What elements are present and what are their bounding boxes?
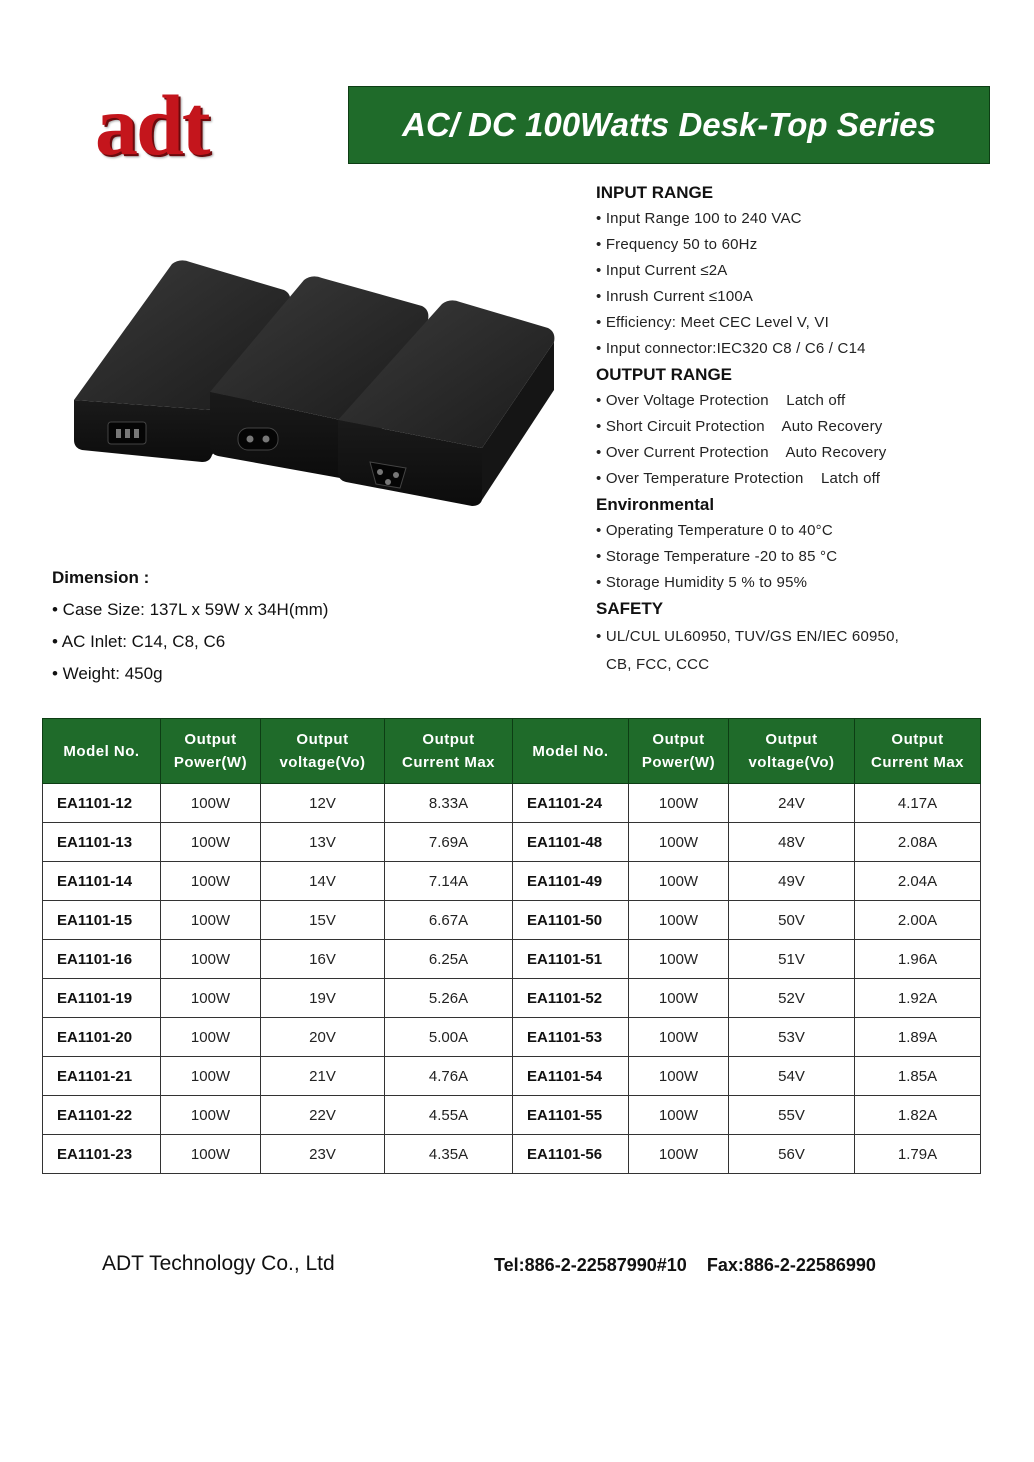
table-cell: 7.69A (385, 823, 513, 862)
spec-item: • Efficiency: Meet CEC Level V, VI (596, 314, 829, 331)
model-number-cell: EA1101-52 (513, 979, 629, 1018)
table-cell: 5.00A (385, 1018, 513, 1057)
contact-info: Tel:886-2-22587990#10 Fax:886-2-22586990 (494, 1255, 876, 1275)
model-number-cell: EA1101-15 (43, 901, 161, 940)
column-header-line: Output (422, 731, 475, 748)
table-body (43, 784, 981, 1174)
column-header (513, 719, 629, 784)
table-cell: 100W (161, 823, 261, 862)
column-header (385, 719, 513, 784)
table-cell: 4.35A (385, 1135, 513, 1174)
column-header-line: Output (184, 731, 237, 748)
spec-item: • Input Current ≤2A (596, 262, 728, 279)
table-cell: 15V (261, 901, 385, 940)
table-cell: 21V (261, 1057, 385, 1096)
company-logo (95, 77, 295, 173)
table-cell: 16V (261, 940, 385, 979)
table-cell: 19V (261, 979, 385, 1018)
spec-item: • Over Temperature Protection Latch off (596, 470, 881, 487)
spec-item: • Over Current Protection Auto Recovery (596, 444, 887, 461)
table-cell: 55V (729, 1096, 855, 1135)
page-title: AC/ DC 100Watts Desk-Top Series (402, 106, 936, 143)
table-cell: 5.26A (385, 979, 513, 1018)
table-row (43, 1018, 981, 1057)
table-cell: 100W (629, 784, 729, 823)
input-range-heading: INPUT RANGE (596, 183, 714, 202)
column-header (629, 719, 729, 784)
title-banner (348, 86, 990, 164)
column-header-line: Power(W) (641, 754, 716, 771)
column-header-line: Model No. (63, 742, 140, 760)
table-cell: 56V (729, 1135, 855, 1174)
table-cell: 12V (261, 784, 385, 823)
table-cell: 1.85A (855, 1057, 981, 1096)
table-cell: 23V (261, 1135, 385, 1174)
column-header-line: Output (652, 731, 705, 748)
company-name: ADT Technology Co., Ltd (102, 1252, 335, 1275)
table-cell: 1.92A (855, 979, 981, 1018)
table-cell: 100W (629, 1135, 729, 1174)
dimension-item: • AC Inlet: C14, C8, C6 (52, 632, 226, 651)
table-cell: 100W (161, 940, 261, 979)
table-cell: 100W (629, 979, 729, 1018)
table-row (43, 940, 981, 979)
model-number-cell: EA1101-50 (513, 901, 629, 940)
dimension-section (52, 564, 472, 690)
spec-item: • Input Range 100 to 240 VAC (596, 210, 802, 227)
table-cell: 1.82A (855, 1096, 981, 1135)
model-number-cell: EA1101-22 (43, 1096, 161, 1135)
table-cell: 1.96A (855, 940, 981, 979)
spec-item: • Storage Temperature -20 to 85 °C (596, 548, 838, 565)
spec-item: • Inrush Current ≤100A (596, 288, 754, 305)
table-row (43, 823, 981, 862)
column-header-line: Current Max (401, 754, 496, 771)
product-image (62, 250, 562, 520)
safety-heading: SAFETY (596, 599, 664, 618)
table-cell: 6.25A (385, 940, 513, 979)
model-number-cell: EA1101-55 (513, 1096, 629, 1135)
model-number-cell: EA1101-54 (513, 1057, 629, 1096)
table-cell: 100W (629, 901, 729, 940)
table-cell: 52V (729, 979, 855, 1018)
table-cell: 22V (261, 1096, 385, 1135)
table-cell: 100W (161, 1135, 261, 1174)
environmental-heading: Environmental (596, 495, 715, 514)
model-number-cell: EA1101-21 (43, 1057, 161, 1096)
column-header (43, 719, 161, 784)
table-cell: 20V (261, 1018, 385, 1057)
table-cell: 100W (161, 979, 261, 1018)
model-number-cell: EA1101-48 (513, 823, 629, 862)
table-cell: 1.79A (855, 1135, 981, 1174)
table-cell: 48V (729, 823, 855, 862)
specifications (596, 180, 1016, 678)
column-header-line: Model No. (532, 742, 609, 760)
table-row (43, 784, 981, 823)
table-row (43, 1096, 981, 1135)
table-row (43, 901, 981, 940)
column-header-line: Output (765, 731, 818, 748)
model-number-cell: EA1101-14 (43, 862, 161, 901)
column-header (261, 719, 385, 784)
table-cell: 2.04A (855, 862, 981, 901)
table-cell: 100W (629, 1018, 729, 1057)
table-cell: 4.55A (385, 1096, 513, 1135)
dimension-heading: Dimension : (52, 568, 150, 587)
model-number-cell: EA1101-20 (43, 1018, 161, 1057)
table-cell: 100W (161, 1018, 261, 1057)
column-header-line: Output (891, 731, 944, 748)
table-row (43, 979, 981, 1018)
column-header-line: voltage(Vo) (279, 754, 366, 771)
spec-item: • Frequency 50 to 60Hz (596, 236, 758, 253)
spec-item: • Short Circuit Protection Auto Recovery (596, 418, 883, 435)
spec-item: • Storage Humidity 5 % to 95% (596, 574, 808, 591)
dimension-item: • Case Size: 137L x 59W x 34H(mm) (52, 600, 329, 619)
table-cell: 100W (629, 1096, 729, 1135)
spec-item: • Over Voltage Protection Latch off (596, 392, 846, 409)
table-cell: 53V (729, 1018, 855, 1057)
table-cell: 2.08A (855, 823, 981, 862)
model-number-cell: EA1101-23 (43, 1135, 161, 1174)
logo-text: adt (95, 77, 209, 173)
column-header-line: Output (296, 731, 349, 748)
table-cell: 4.76A (385, 1057, 513, 1096)
column-header-line: Current Max (870, 754, 965, 771)
table-cell: 14V (261, 862, 385, 901)
table-row (43, 862, 981, 901)
spec-item: CB, FCC, CCC (606, 656, 710, 673)
model-number-cell: EA1101-16 (43, 940, 161, 979)
table-cell: 51V (729, 940, 855, 979)
table-row (43, 1135, 981, 1174)
spec-item: • UL/CUL UL60950, TUV/GS EN/IEC 60950, (596, 628, 899, 645)
table-cell: 100W (629, 823, 729, 862)
table-cell: 2.00A (855, 901, 981, 940)
table-cell: 100W (161, 862, 261, 901)
table-cell: 13V (261, 823, 385, 862)
model-number-cell: EA1101-24 (513, 784, 629, 823)
table-cell: 100W (629, 1057, 729, 1096)
output-range-heading: OUTPUT RANGE (596, 365, 732, 384)
spec-item: • Operating Temperature 0 to 40°C (596, 522, 833, 539)
model-number-cell: EA1101-13 (43, 823, 161, 862)
table-cell: 100W (161, 1096, 261, 1135)
spec-item: • Input connector:IEC320 C8 / C6 / C14 (596, 340, 866, 357)
column-header-line: voltage(Vo) (748, 754, 835, 771)
model-number-cell: EA1101-51 (513, 940, 629, 979)
table-cell: 100W (161, 784, 261, 823)
footer (0, 1252, 1034, 1282)
table-cell: 1.89A (855, 1018, 981, 1057)
column-header-line: Power(W) (173, 754, 248, 771)
table-cell: 54V (729, 1057, 855, 1096)
model-number-cell: EA1101-53 (513, 1018, 629, 1057)
table-header-row (43, 719, 981, 784)
table-row (43, 1057, 981, 1096)
model-number-cell: EA1101-49 (513, 862, 629, 901)
model-number-cell: EA1101-19 (43, 979, 161, 1018)
table-cell: 100W (161, 1057, 261, 1096)
table-cell: 100W (629, 940, 729, 979)
model-number-cell: EA1101-56 (513, 1135, 629, 1174)
table-cell: 4.17A (855, 784, 981, 823)
table-cell: 24V (729, 784, 855, 823)
table-cell: 100W (629, 862, 729, 901)
table-cell: 7.14A (385, 862, 513, 901)
model-number-cell: EA1101-12 (43, 784, 161, 823)
table-cell: 6.67A (385, 901, 513, 940)
table-cell: 50V (729, 901, 855, 940)
column-header (161, 719, 261, 784)
table-cell: 49V (729, 862, 855, 901)
column-header (855, 719, 981, 784)
table-cell: 100W (161, 901, 261, 940)
model-table (42, 718, 981, 1174)
dimension-item: • Weight: 450g (52, 664, 163, 683)
column-header (729, 719, 855, 784)
table-cell: 8.33A (385, 784, 513, 823)
